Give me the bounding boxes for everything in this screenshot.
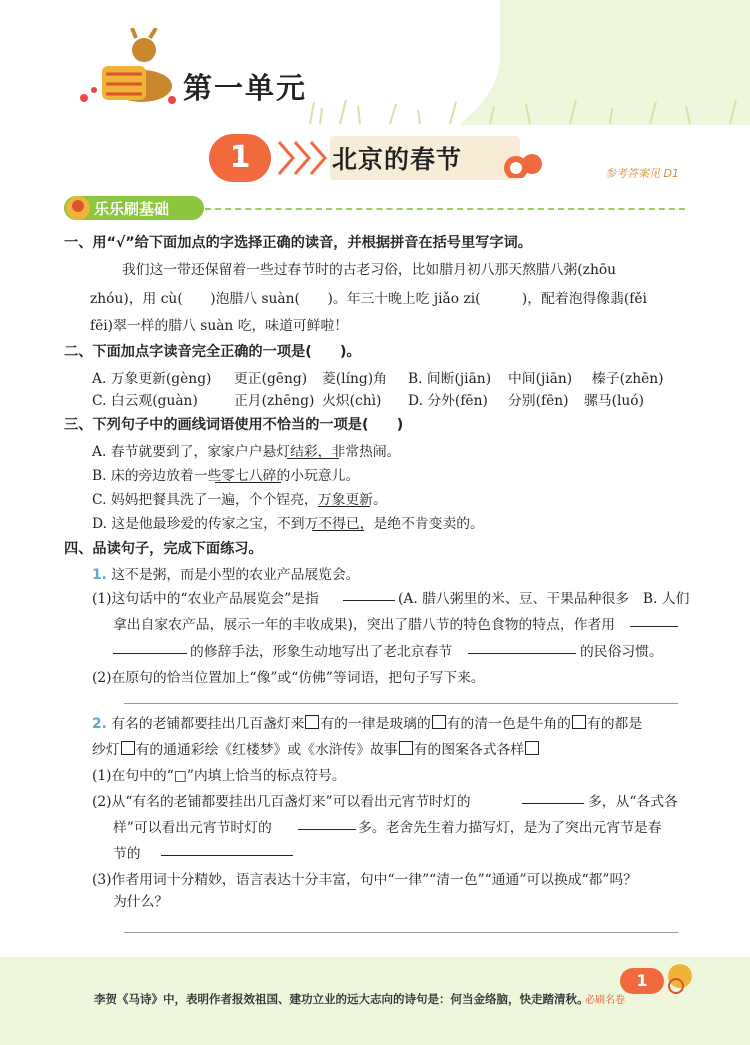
q2-option-d: 骡马(luó): [584, 393, 644, 409]
answer-blank[interactable]: [113, 653, 187, 654]
p2-q2-line-1a: (2)从“有名的老铺都要挂出几百盏灯来”可以看出元宵节时灯的: [92, 794, 471, 810]
answer-blank[interactable]: [161, 855, 293, 856]
punctuation-box[interactable]: [121, 741, 135, 755]
q2-option-a: 更正(gēng): [234, 371, 308, 387]
q3-option-c: C. 妈妈把餐具洗了一遍，个个锃亮，万象更新。: [92, 492, 387, 508]
mascot-illustration: [72, 28, 182, 108]
punctuation-box[interactable]: [525, 741, 539, 755]
p1-q2: (2)在原句的恰当位置加上“像”或“仿佛”等词语，把句子写下来。: [92, 670, 485, 686]
punctuation-box[interactable]: [572, 715, 586, 729]
passage-2-line-2: [92, 738, 540, 758]
p2-q3-line-2: 为什么？: [113, 894, 169, 910]
p2-q2-line-3: 节的: [113, 846, 141, 862]
mascot-footer-icon: [660, 952, 700, 996]
passage-2-text: 有的图案各式各样: [413, 742, 525, 758]
passage-2-text: 有名的老铺都要挂出几百盏灯来: [111, 716, 305, 732]
q3-option-b: B. 床的旁边放着一些零七八碎的小玩意儿。: [92, 468, 360, 484]
section-label: 乐乐刷基础: [94, 200, 170, 218]
answer-blank[interactable]: [468, 653, 576, 654]
section-divider: [205, 208, 685, 210]
question-2-heading: 二、下面加点字读音完全正确的一项是( )。: [64, 344, 361, 360]
lesson-title: 北京的春节: [332, 145, 463, 174]
q3-option-a: A. 春节就要到了，家家户户悬灯结彩，非常热闹。: [92, 444, 401, 460]
p2-q2-line-2a: 样”可以看出元宵节时灯的: [113, 820, 272, 836]
passage-1-text: 这不是粥，而是小型的农业产品展览会。: [111, 567, 360, 583]
question-1-heading: 一、用“√”给下面加点的字选择正确的读音，并根据拼音在括号里写字词。: [64, 235, 532, 251]
answer-reference: 参考答案见 D1: [605, 167, 679, 180]
unit-title: 第一单元: [183, 71, 308, 105]
passage-2-text: 有的通通彩绘《红楼梦》或《水浒传》故事: [135, 742, 398, 758]
answer-line[interactable]: [124, 703, 678, 704]
footer-tip: 李贺《马诗》中，表明作者报效祖国、建功立业的远大志向的诗句是：何当金络脑，快走踏清秋。: [94, 992, 589, 1006]
brand-logo: 必刷名卷: [585, 995, 625, 1006]
punctuation-box[interactable]: [432, 715, 446, 729]
q2-option-b: B. 间断(jiān): [408, 371, 492, 387]
p1-q1-line-1b: (A. 腊八粥里的米、豆、干果品种很多 B. 人们: [398, 591, 690, 607]
underline-c: [318, 506, 370, 507]
p1-q1-line-2: 拿出自家农产品，展示一年的丰收成果)，突出了腊八节的特色食物的特点，作者用: [113, 617, 616, 633]
q1-line-1: 我们这一带还保留着一些过春节时的古老习俗，比如腊月初八那天熬腊八粥(zhōu: [122, 262, 617, 278]
p2-q1: (1)在句中的“□”内填上恰当的标点符号。: [92, 768, 346, 784]
passage-2-text: 纱灯: [92, 742, 120, 758]
q2-option-a: 菱(líng)角: [322, 371, 387, 387]
p1-q1-line-3a: 的修辞手法，形象生动地写出了老北京春节: [190, 644, 453, 660]
answer-line[interactable]: [124, 932, 678, 933]
q2-option-d: D. 分外(fēn): [408, 393, 488, 409]
cloud-icon: [500, 148, 550, 178]
q1-line-3: fēi)翠一样的腊八 suàn 吃，味道可鲜啦！: [90, 318, 349, 334]
p1-q1-line-1a: (1)这句话中的“农业产品展览会”是指: [92, 591, 319, 607]
mascot-icon: [60, 188, 94, 224]
answer-blank[interactable]: [343, 600, 395, 601]
answer-blank[interactable]: [630, 626, 678, 627]
passage-number: 1.: [92, 567, 107, 583]
passage-2-line-1: [92, 712, 642, 732]
question-4-heading: 四、品读句子，完成下面练习。: [64, 541, 263, 557]
q2-option-d: 分别(fēn): [508, 393, 569, 409]
answer-blank[interactable]: [522, 803, 584, 804]
page-number: 1: [620, 968, 664, 994]
p2-q2-line-2b: 多。老舍先生着力描写灯，是为了突出元宵节是春: [358, 820, 662, 836]
answer-blank[interactable]: [298, 829, 356, 830]
p2-q3-line-1: (3)作者用词十分精妙，语言表达十分丰富，句中“一律”“清一色”“通通”可以换成“都”吗？: [92, 872, 638, 888]
passage-2-text: 有的清一色是牛角的: [446, 716, 571, 732]
q3-option-d: D. 这是他最珍爱的传家之宝，不到万不得已，是绝不肯变卖的。: [92, 516, 484, 532]
passage-2-text: 有的都是: [586, 716, 643, 732]
q2-option-a: A. 万象更新(gèng): [92, 371, 212, 387]
question-3-heading: 三、下列句子中的画线词语使用不恰当的一项是( ): [64, 417, 404, 433]
lesson-number-badge: 1: [209, 134, 271, 182]
q2-option-c: 正月(zhēng): [234, 393, 315, 409]
chevron-arrows-icon: [275, 138, 330, 178]
passage-1: [92, 563, 360, 583]
underline-b: [215, 482, 281, 483]
p1-q1-line-3b: 的民俗习惯。: [580, 644, 663, 660]
punctuation-box[interactable]: [305, 715, 319, 729]
q2-option-b: 榛子(zhēn): [592, 371, 664, 387]
q1-line-2: zhóu)，用 cù( )泡腊八 suàn( )。年三十晚上吃 jiǎo zi( )，配着泡得像翡(fěi: [90, 291, 647, 307]
q2-option-c: 火炽(chì): [322, 393, 382, 409]
punctuation-box[interactable]: [399, 741, 413, 755]
q2-option-c: C. 白云观(guàn): [92, 393, 198, 409]
grass-decoration: [300, 80, 750, 125]
q2-option-b: 中间(jiān): [508, 371, 573, 387]
passage-2-text: 有的一律是玻璃的: [320, 716, 431, 732]
p2-q2-line-1b: 多，从“各式各: [588, 794, 678, 810]
underline-a: [287, 458, 339, 459]
underline-d: [312, 530, 364, 531]
passage-number: 2.: [92, 716, 107, 732]
